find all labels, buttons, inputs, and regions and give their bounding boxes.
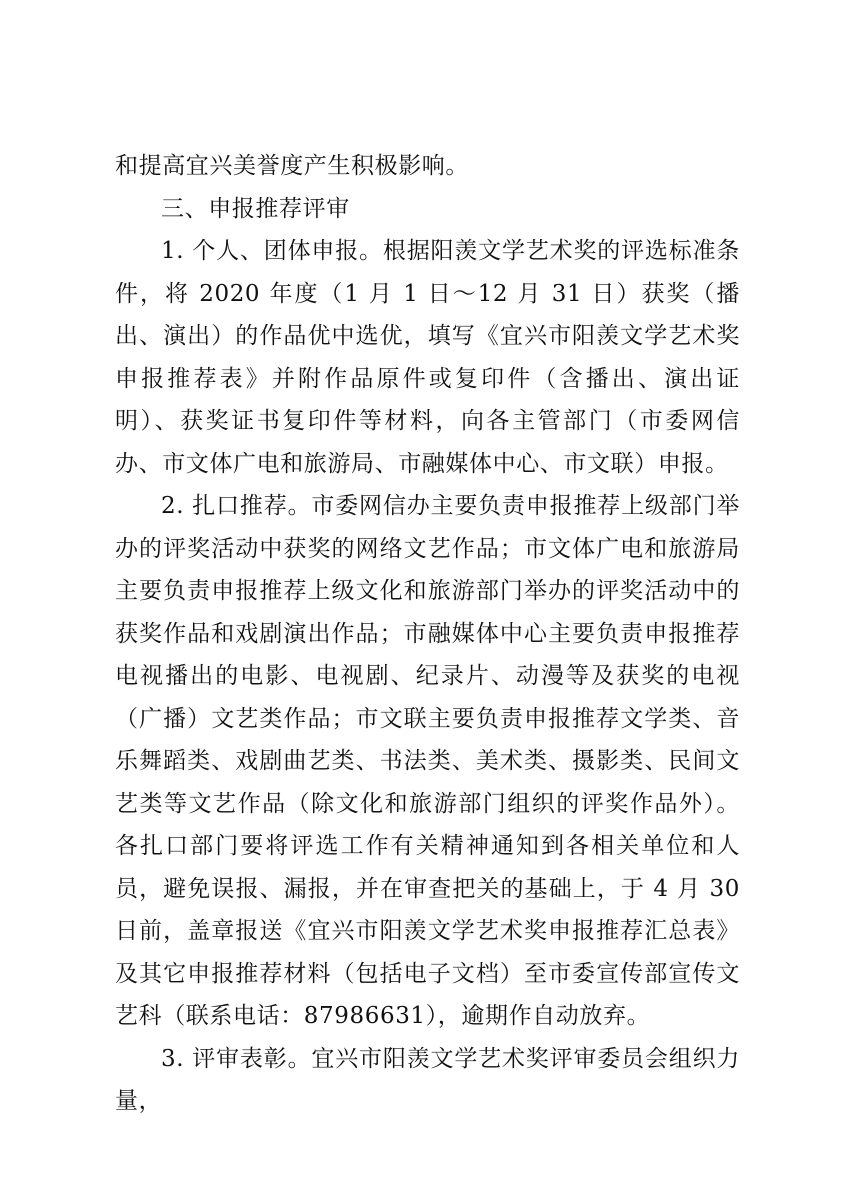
paragraph-continuation: 和提高宜兴美誉度产生积极影响。: [115, 153, 469, 179]
paragraph-review-commendation: 3. 评审表彰。宜兴市阳羡文学艺术奖评审委员会组织力量，: [115, 1045, 740, 1114]
paragraph-centralized-recommendation: 2. 扎口推荐。市委网信办主要负责申报推荐上级部门举办的评奖活动中获奖的网络文艺作品；市文体广电和旅游局主要负责申报推荐上级文化和旅游部门举办的评奖活动中的获奖作品和戏剧演出作品；市融媒体中心主要负责申报推荐电视播出的电影、电视剧、纪录片、动漫等及获奖的电视（广播）文艺类作品；市文联主要负责申报推荐文学类、音乐舞蹈类、戏剧曲艺类、书法类、美术类、摄影类、民间文艺类等文艺作品（除文化和旅游部门组织的评奖作品外）。各扎口部门要将评选工作有关精神通知到各相关单位和人员，避免误报、漏报，并在审查把关的基础上，于 4 月 30 日前，盖章报送《宜兴市阳羡文学艺术奖申报推荐汇总表》及其它申报推荐材料（包括电子文档）至市委宣传部宣传文艺科（联系电话：87986631），逾期作自动放弃。: [115, 493, 740, 1029]
document-body: [115, 145, 740, 1123]
section-heading-3: 三、申报推荐评审: [161, 195, 350, 222]
paragraph-individual-application: 1. 个人、团体申报。根据阳羡文学艺术奖的评选标准条件，将 2020 年度（1 月 1 日～12 月 31 日）获奖（播出、演出）的作品优中选优，填写《宜兴市阳羡文学艺术奖申报推荐表》并附作品原件或复印件（含播出、演出证明）、获奖证书复印件等材料，向各主管部门（市委网信办、市文体广电和旅游局、市融媒体中心、市文联）申报。: [115, 238, 740, 477]
